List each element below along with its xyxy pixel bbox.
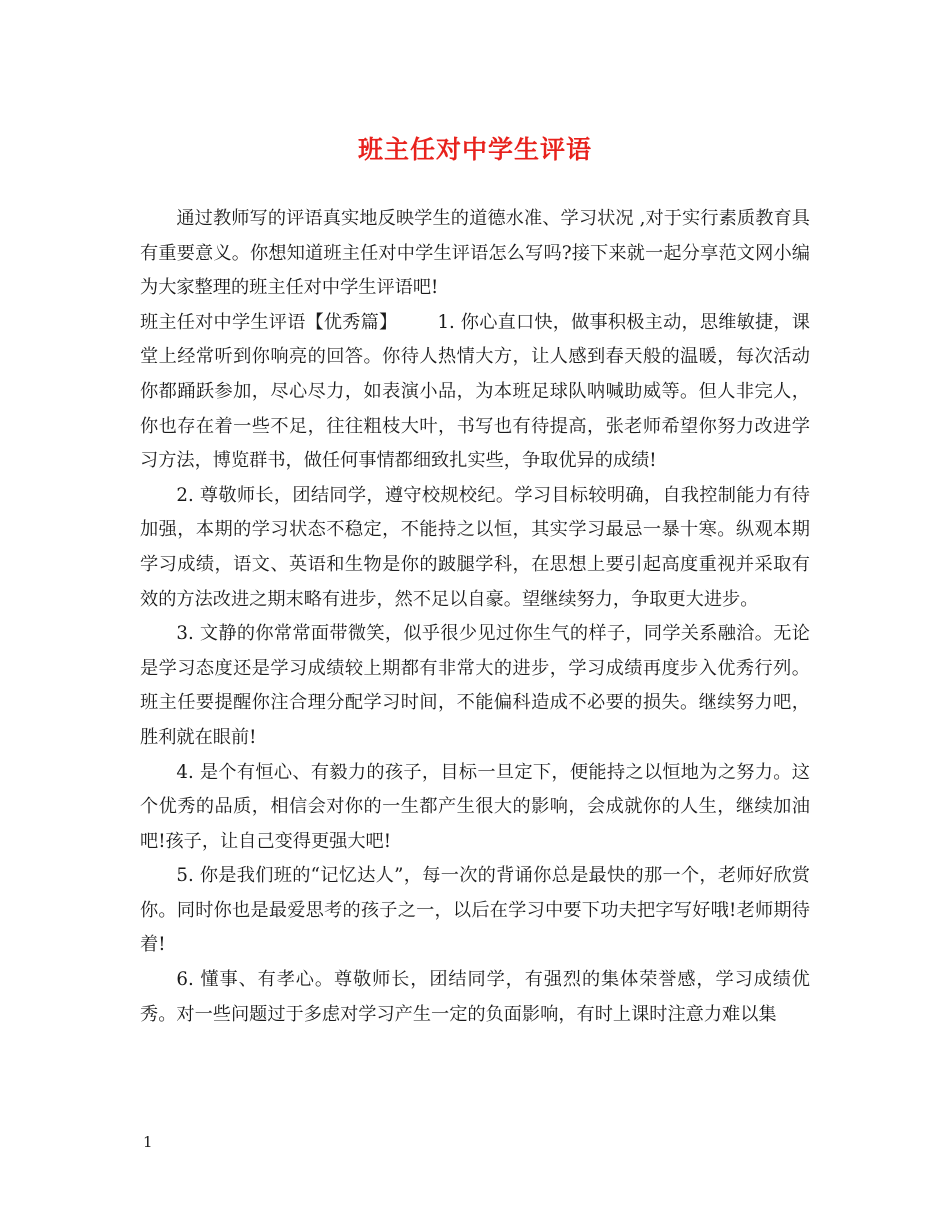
comment-item: 2. 尊敬师长，团结同学，遵守校规校纪。学习目标较明确，自我控制能力有待加强，本期的学习状态不稳定，不能持之以恒，其实学习最忌一暴十寒。纵观本期学习成绩，语文、英语和生物是你的跛腿学科，在思想上要引起高度重视并采取有效的方法改进之期末略有进步，然不足以自豪。望继续努力，争取更大进步。	[140, 484, 810, 610]
section-heading: 班主任对中学生评语【优秀篇】	[140, 311, 398, 333]
intro-paragraph: 通过教师写的评语真实地反映学生的道德水准、学习状况 ,对于实行素质教育具有重要意义。你想知道班主任对中学生评语怎么写吗?接下来就一起分享范文网小编为大家整理的班主任对中学生评语吧!	[140, 208, 810, 299]
comment-item: 3. 文静的你常常面带微笑，似乎很少见过你生气的样子，同学关系融洽。无论是学习态度还是学习成绩较上期都有非常大的进步，学习成绩再度步入优秀行列。班主任要提醒你注合理分配学习时间，不能偏科造成不必要的损失。继续努力吧，胜利就在眼前!	[140, 623, 810, 748]
comment-item: 4. 是个有恒心、有毅力的孩子，目标一旦定下，便能持之以恒地为之努力。这个优秀的品质，相信会对你的一生都产生很大的影响，会成就你的人生，继续加油吧!孩子，让自己变得更强大吧!	[140, 761, 810, 852]
page-number: 1	[143, 1133, 153, 1151]
comment-item: 6. 懂事、有孝心。尊敬师长，团结同学，有强烈的集体荣誉感，学习成绩优秀。对一些问题过于多虑对学习产生一定的负面影响，有时上课时注意力难以集	[140, 969, 810, 1025]
document-body	[140, 202, 810, 1032]
document-title: 班主任对中学生评语	[357, 135, 592, 164]
comment-item: 5. 你是我们班的“记忆达人”，每一次的背诵你总是最快的那一个，老师好欣赏你。同时你也是最爱思考的孩子之一，以后在学习中要下功夫把字写好哦!老师期待着!	[140, 865, 810, 956]
comment-item: 1. 你心直口快，做事积极主动，思维敏捷，课堂上经常听到你响亮的回答。你待人热情大方，让人感到春天般的温暖，每次活动你都踊跃参加，尽心尽力，如表演小品，为本班足球队呐喊助威等。但人非完人，你也存在着一些不足，往往粗枝大叶，书写也有待提高，张老师希望你努力改进学习方法，博览群书，做任何事情都细致扎实些，争取优异的成绩!	[140, 311, 810, 472]
section-paragraph	[140, 306, 810, 479]
